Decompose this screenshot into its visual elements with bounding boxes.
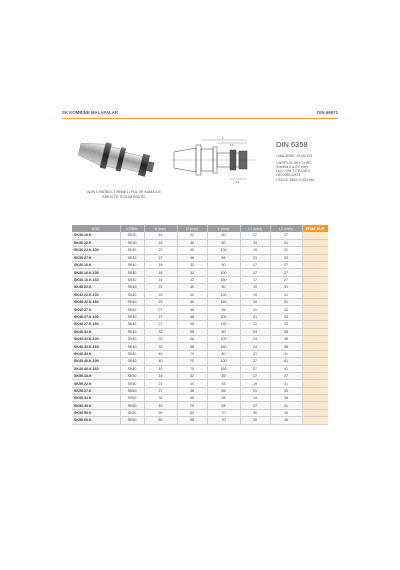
page-title: SK KOMBİNE MALAFALAR (62, 109, 118, 115)
table-cell: 22 (144, 247, 177, 254)
table-cell: 17 (240, 269, 270, 276)
table-cell: 40 (177, 239, 207, 246)
spec-lines (276, 154, 346, 182)
product-code-cell: SK50.40.K (72, 402, 120, 409)
table-row (72, 358, 328, 365)
table-cell: 40 (177, 299, 207, 306)
table-cell: 160 (207, 343, 240, 350)
price-cell (302, 350, 328, 357)
table-cell: 41 (270, 402, 302, 409)
table-row (72, 387, 328, 394)
table-cell: 19 (240, 299, 270, 306)
spec-line: • SALGI: MAX. 0,004 mm (276, 177, 315, 182)
table-row (72, 380, 328, 387)
table-cell: 17 (240, 276, 270, 283)
table-cell: 55 (207, 387, 240, 394)
product-code-cell: SK40.40.K.100 (72, 358, 120, 365)
table-cell: 22 (144, 299, 177, 306)
table-cell: 32 (144, 335, 177, 342)
table-row (72, 262, 328, 269)
table-cell: 32 (144, 343, 177, 350)
table-cell: 55 (207, 395, 240, 402)
product-code-cell: SK40.16.K (72, 262, 120, 269)
table-row (72, 313, 328, 320)
table-cell: 17 (240, 372, 270, 379)
table-cell: 33 (270, 254, 302, 261)
table-cell: SK40 (120, 269, 144, 276)
column-header: d (mm) (144, 225, 177, 232)
label-l2: L2 (236, 180, 240, 184)
table-cell: 24 (240, 395, 270, 402)
table-cell: 50 (207, 232, 240, 239)
table-cell: 27 (144, 387, 177, 394)
table-row (72, 299, 328, 306)
product-table (72, 225, 328, 425)
table-cell: 50 (207, 284, 240, 291)
table-cell: 48 (177, 254, 207, 261)
product-code-cell: SK40.27.K (72, 306, 120, 313)
table-cell: 55 (207, 372, 240, 379)
table-cell: SK50 (120, 387, 144, 394)
table-cell: SK40 (120, 350, 144, 357)
standard-code: DIN 69871 (317, 109, 338, 115)
table-row (72, 239, 328, 246)
product-code-cell: SK30.16.K (72, 232, 120, 239)
table-cell: 24 (240, 328, 270, 335)
table-row (72, 417, 328, 424)
table-cell: 55 (207, 254, 240, 261)
product-code-cell: SK40.16.K.160 (72, 276, 120, 283)
table-cell: 60 (144, 417, 177, 424)
table-cell: 22 (144, 380, 177, 387)
table-cell: 58 (177, 328, 207, 335)
table-cell: 60 (207, 328, 240, 335)
price-cell (302, 328, 328, 335)
table-cell: 27 (144, 306, 177, 313)
table-cell: 46 (270, 409, 302, 416)
delivery-note: ALIN CIVATASI, TIRNAKLI PUL VE KAMA İLE BİRLİKTE TESLİM EDİLİR. (87, 190, 161, 199)
table-cell: 41 (270, 358, 302, 365)
table-cell: 21 (240, 313, 270, 320)
table-cell: 21 (240, 321, 270, 328)
product-code-cell: SK40.27.K.100 (72, 313, 120, 320)
table-cell: 70 (177, 350, 207, 357)
price-cell (302, 365, 328, 372)
table-cell: 38 (270, 395, 302, 402)
price-cell (302, 358, 328, 365)
table-cell: 33 (270, 306, 302, 313)
spec-line: DIN 2080-1/AT3 (276, 173, 301, 178)
table-cell: 100 (207, 358, 240, 365)
table-cell: 24 (240, 335, 270, 342)
table-cell: 31 (270, 299, 302, 306)
table-cell: 27 (270, 269, 302, 276)
table-cell: 100 (207, 313, 240, 320)
table-cell: SK50 (120, 380, 144, 387)
table-cell: 48 (177, 313, 207, 320)
price-cell (302, 262, 328, 269)
table-cell: SK40 (120, 328, 144, 335)
table-cell: 41 (270, 350, 302, 357)
table-cell: 40 (144, 402, 177, 409)
table-cell: 27 (144, 313, 177, 320)
table-row (72, 306, 328, 313)
table-cell: 27 (240, 365, 270, 372)
table-cell: 33 (270, 321, 302, 328)
table-cell: 27 (270, 262, 302, 269)
table-header-row (72, 225, 328, 232)
table-cell: 100 (207, 291, 240, 298)
table-cell: 70 (177, 365, 207, 372)
table-cell: 40 (144, 358, 177, 365)
product-code-cell: SK50.22.K (72, 380, 120, 387)
price-cell (302, 402, 328, 409)
spec-line: • SERTLİK: 58 ± 2 HRC (276, 160, 312, 165)
table-cell: 98 (177, 417, 207, 424)
table-cell: 50 (207, 262, 240, 269)
product-code-cell: SK40.32.K (72, 328, 120, 335)
header-divider (62, 118, 338, 119)
price-cell (302, 387, 328, 394)
product-code-cell: SK50.32.K (72, 395, 120, 402)
table-cell: 19 (240, 247, 270, 254)
table-cell: SK40 (120, 358, 144, 365)
table-cell: 160 (207, 276, 240, 283)
table-cell: 31 (270, 247, 302, 254)
product-code-cell: SK50.27.K (72, 387, 120, 394)
table-cell: 22 (144, 291, 177, 298)
table-cell: 70 (207, 409, 240, 416)
table-cell: SK40 (120, 276, 144, 283)
table-cell: 31 (270, 284, 302, 291)
table-cell: 70 (177, 402, 207, 409)
table-cell: 40 (177, 380, 207, 387)
price-cell (302, 276, 328, 283)
price-cell (302, 254, 328, 261)
table-row (72, 365, 328, 372)
table-cell: SK50 (120, 372, 144, 379)
table-cell: SK40 (120, 262, 144, 269)
table-cell: 32 (177, 262, 207, 269)
table-cell: 27 (240, 350, 270, 357)
table-cell: 32 (144, 328, 177, 335)
price-cell (302, 372, 328, 379)
table-cell: 55 (207, 306, 240, 313)
column-header: L (mm) (207, 225, 240, 232)
table-row (72, 343, 328, 350)
table-cell: 58 (177, 395, 207, 402)
table-cell: 17 (240, 232, 270, 239)
table-cell: 19 (240, 291, 270, 298)
table-cell: 32 (177, 269, 207, 276)
table-cell: 16 (144, 269, 177, 276)
table-cell: 27 (144, 321, 177, 328)
table-cell: 41 (270, 365, 302, 372)
table-cell: SK40 (120, 284, 144, 291)
product-code-cell: SK30.27.K (72, 254, 120, 261)
table-cell: SK40 (120, 306, 144, 313)
table-cell: SK40 (120, 343, 144, 350)
table-cell: 31 (270, 380, 302, 387)
table-cell: 48 (177, 387, 207, 394)
table-cell: 38 (270, 343, 302, 350)
table-cell: 16 (144, 276, 177, 283)
table-cell: 48 (177, 306, 207, 313)
table-cell: 100 (207, 335, 240, 342)
product-code-cell: SK30.22.K.100 (72, 247, 120, 254)
table-cell: 32 (177, 372, 207, 379)
page-header (62, 107, 338, 117)
table-cell: 40 (177, 291, 207, 298)
table-cell: 33 (270, 387, 302, 394)
table-cell: 85 (177, 409, 207, 416)
price-cell (302, 232, 328, 239)
product-code-cell: SK50.60.K (72, 417, 120, 424)
table-cell: 30 (240, 409, 270, 416)
table-cell: 40 (144, 365, 177, 372)
table-row (72, 372, 328, 379)
table-row (72, 232, 328, 239)
table-row (72, 402, 328, 409)
table-cell: 19 (240, 380, 270, 387)
spec-line: • MALZEME: 20 Mn Cr5 (276, 154, 313, 158)
table-cell: 38 (270, 328, 302, 335)
table-cell: 60 (207, 350, 240, 357)
spec-title: DIN 6358 (276, 140, 308, 149)
table-cell: 46 (270, 417, 302, 424)
table-cell: 55 (207, 402, 240, 409)
column-header: KOD (72, 225, 120, 232)
table-cell: SK50 (120, 417, 144, 424)
tool-holder-photo (72, 133, 158, 187)
table-cell: SK40 (120, 299, 144, 306)
table-cell: 27 (270, 232, 302, 239)
table-cell: 40 (144, 350, 177, 357)
table-cell: SK30 (120, 239, 144, 246)
table-cell: 19 (240, 239, 270, 246)
table-cell: 50 (207, 239, 240, 246)
table-cell: SK40 (120, 335, 144, 342)
table-cell: 160 (207, 365, 240, 372)
table-cell: 38 (270, 335, 302, 342)
table-cell: 55 (207, 380, 240, 387)
table-cell: 48 (177, 321, 207, 328)
price-cell (302, 409, 328, 416)
table-cell: 160 (207, 321, 240, 328)
table-cell: 40 (177, 247, 207, 254)
price-cell (302, 284, 328, 291)
table-row (72, 321, 328, 328)
table-cell: 40 (177, 284, 207, 291)
table-row (72, 335, 328, 342)
spec-block (276, 140, 346, 182)
table-cell: SK40 (120, 291, 144, 298)
table-cell: 50 (144, 409, 177, 416)
table-cell: 160 (207, 299, 240, 306)
table-row (72, 269, 328, 276)
price-cell (302, 321, 328, 328)
table-cell: SK30 (120, 254, 144, 261)
column-header: KONİK (120, 225, 144, 232)
column-header: FİYAT EUR (302, 225, 328, 232)
table-cell: 100 (207, 269, 240, 276)
price-cell (302, 335, 328, 342)
table-cell: SK50 (120, 409, 144, 416)
table-cell: 32 (177, 276, 207, 283)
label-l1: L1 (230, 143, 234, 147)
table-cell: SK40 (120, 321, 144, 328)
price-cell (302, 417, 328, 424)
product-code-cell: SK40.22.K (72, 284, 120, 291)
product-code-cell: SK50.50.K (72, 409, 120, 416)
table-cell: 32 (144, 395, 177, 402)
price-cell (302, 380, 328, 387)
table-row (72, 291, 328, 298)
technical-drawing (172, 134, 258, 186)
price-cell (302, 343, 328, 350)
table-row (72, 395, 328, 402)
table-body (72, 232, 328, 424)
table-cell: SK50 (120, 395, 144, 402)
table-cell: 16 (144, 232, 177, 239)
label-l: L (222, 136, 224, 140)
price-cell (302, 239, 328, 246)
column-header: L1 (mm) (240, 225, 270, 232)
price-cell (302, 269, 328, 276)
table-cell: 27 (270, 372, 302, 379)
table-cell: 32 (177, 232, 207, 239)
product-code-cell: SK30.22.K (72, 239, 120, 246)
product-code-cell: SK40.22.K.100 (72, 291, 120, 298)
product-code-cell: SK40.32.K.160 (72, 343, 120, 350)
table-cell: 58 (177, 335, 207, 342)
table-cell: 31 (270, 291, 302, 298)
table-row (72, 350, 328, 357)
table-cell: SK50 (120, 402, 144, 409)
table-row (72, 409, 328, 416)
table-cell: 30 (240, 417, 270, 424)
table-cell: 70 (177, 358, 207, 365)
table-cell: 27 (270, 276, 302, 283)
table-cell: 22 (144, 239, 177, 246)
table-cell: 24 (240, 343, 270, 350)
table-cell: 19 (240, 284, 270, 291)
product-code-cell: SK40.40.K (72, 350, 120, 357)
price-cell (302, 291, 328, 298)
table-cell: SK40 (120, 365, 144, 372)
product-code-cell: SK40.22.K.160 (72, 299, 120, 306)
table-cell: 27 (240, 358, 270, 365)
table-cell: 27 (240, 402, 270, 409)
table-cell: 16 (144, 372, 177, 379)
table-cell: 21 (240, 387, 270, 394)
table-row (72, 276, 328, 283)
column-header: L2 (mm) (270, 225, 302, 232)
table-cell: 27 (144, 254, 177, 261)
table-cell: SK30 (120, 232, 144, 239)
table-row (72, 247, 328, 254)
table-cell: 33 (270, 313, 302, 320)
spec-line: (Derinlik 0,6-0,9 mm) (276, 164, 308, 169)
product-code-cell: SK40.32.K.100 (72, 335, 120, 342)
table-row (72, 328, 328, 335)
table-cell: 58 (177, 343, 207, 350)
product-code-cell: SK40.16.K.100 (72, 269, 120, 276)
price-cell (302, 313, 328, 320)
product-code-cell: SK50.16.K (72, 372, 120, 379)
table-cell: 70 (207, 417, 240, 424)
table-cell: 17 (240, 262, 270, 269)
table-cell: 21 (240, 254, 270, 261)
price-cell (302, 306, 328, 313)
table-cell: 100 (207, 247, 240, 254)
table-row (72, 254, 328, 261)
price-cell (302, 247, 328, 254)
column-header: D (mm) (177, 225, 207, 232)
product-code-cell: SK40.27.K.160 (72, 321, 120, 328)
table-cell: SK40 (120, 313, 144, 320)
table-row (72, 284, 328, 291)
table-cell: SK30 (120, 247, 144, 254)
price-cell (302, 299, 328, 306)
table-cell: 22 (144, 284, 177, 291)
price-cell (302, 395, 328, 402)
table-cell: 16 (144, 262, 177, 269)
table-cell: 21 (240, 306, 270, 313)
product-code-cell: SK40.40.K.160 (72, 365, 120, 372)
spec-line: • AÇI: DIN 7178-1/AT3 (276, 169, 310, 174)
table-cell: 31 (270, 239, 302, 246)
